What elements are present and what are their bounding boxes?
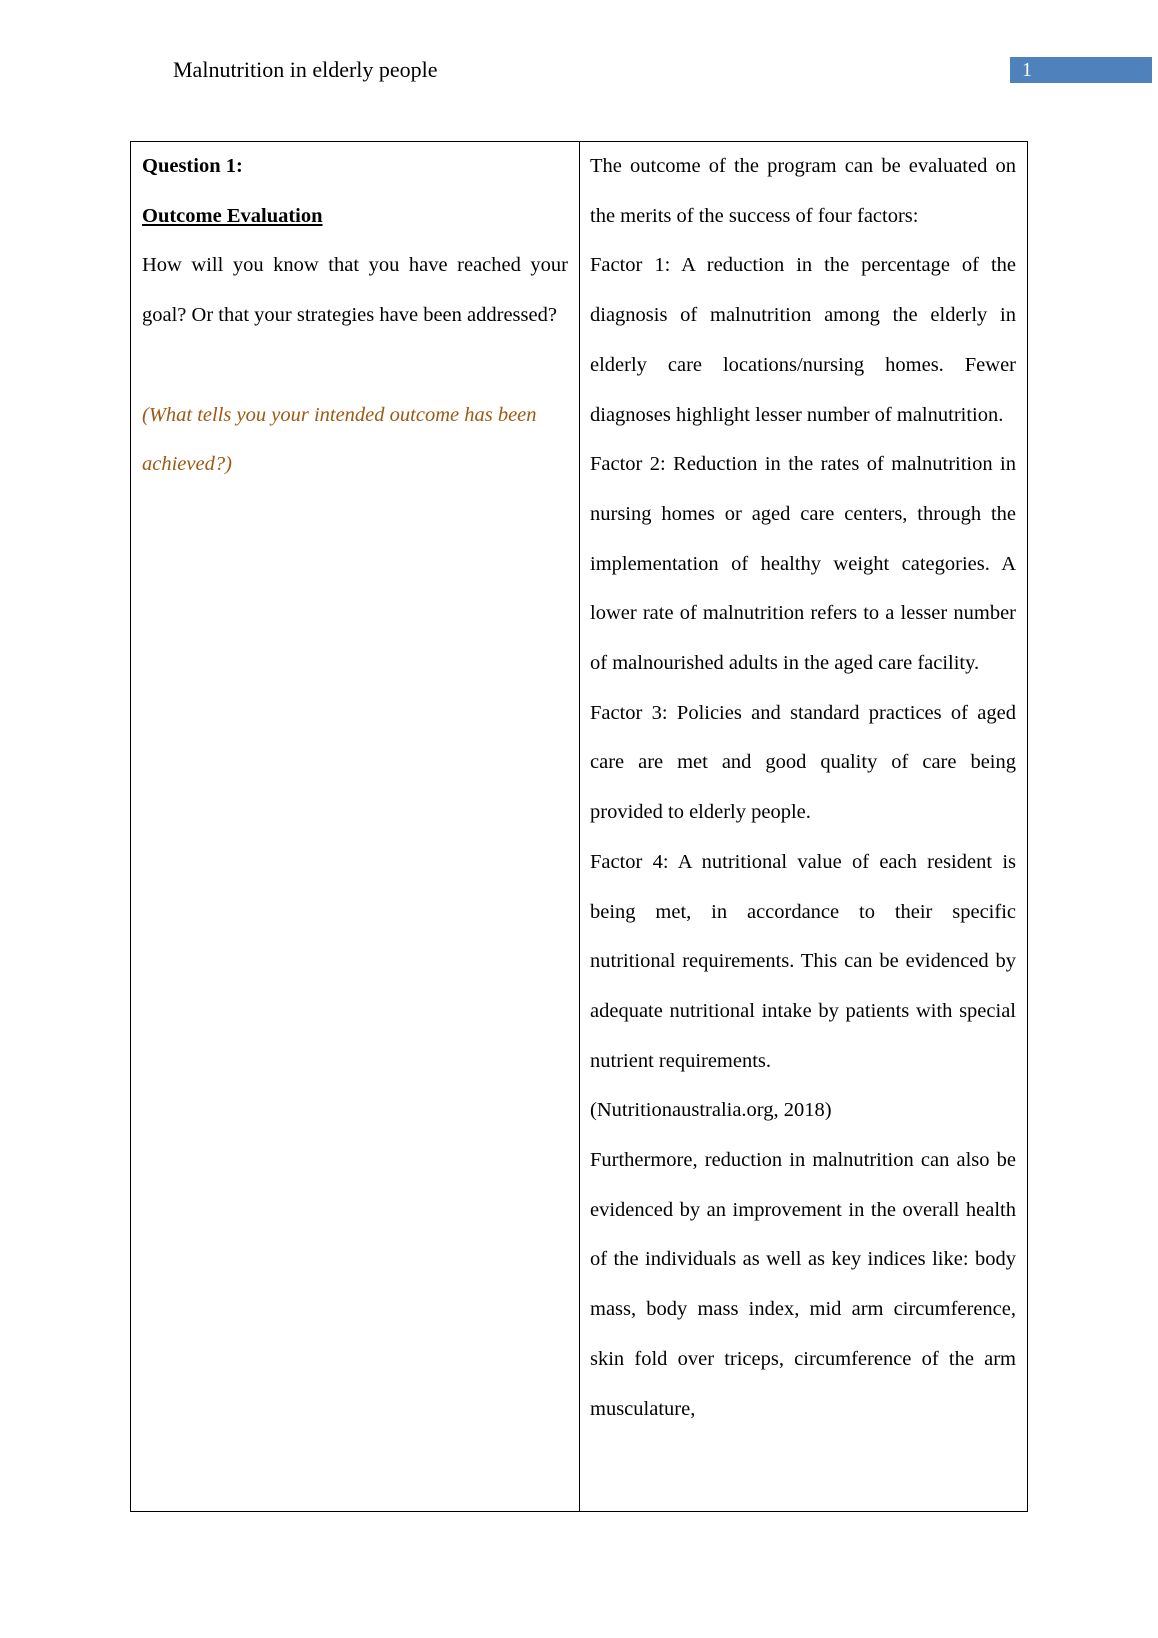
question-hint: (What tells you your intended outcome has been achieved?) bbox=[142, 403, 537, 476]
question-text: How will you know that you have reached your goal? Or that your strategies have been addressed? bbox=[142, 254, 568, 327]
question-cell bbox=[131, 142, 580, 1511]
section-heading: Outcome Evaluation bbox=[142, 204, 323, 227]
answer-cell bbox=[580, 142, 1027, 1511]
blank-line bbox=[142, 341, 568, 391]
running-header-title: Malnutrition in elderly people bbox=[173, 57, 438, 82]
question-table bbox=[130, 141, 1028, 1512]
factor-3: Factor 3: Policies and standard practices of aged care are met and good quality of care being provided to elderly people. bbox=[590, 701, 1016, 824]
question-label: Question 1: bbox=[142, 155, 243, 177]
citation: (Nutritionaustralia.org, 2018) bbox=[590, 1099, 832, 1122]
factor-1: Factor 1: A reduction in the percentage of the diagnosis of malnutrition among the elderly in elderly care locations/nursing homes. Fewer diagnoses highlight lesser number of malnutrition. bbox=[590, 254, 1016, 426]
factor-2: Factor 2: Reduction in the rates of malnutrition in nursing homes or aged care centers, through the implementation of healthy weight categories. A lower rate of malnutrition refers to a lesser number of malnourished adults in the aged care facility. bbox=[590, 453, 1016, 675]
factor-4: Factor 4: A nutritional value of each resident is being met, in accordance to their specific nutritional requirements. This can be evidenced by adequate nutritional intake by patients with special nutrient requirements. bbox=[590, 850, 1016, 1072]
page-number: 1 bbox=[1010, 57, 1152, 83]
answer-intro: The outcome of the program can be evaluated on the merits of the success of four factors: bbox=[590, 155, 1016, 227]
furthermore-paragraph: Furthermore, reduction in malnutrition can also be evidenced by an improvement in the overall health of the individuals as well as key indices like: body mass, body mass index, mid arm circumference, skin fold over triceps, circumference of the arm musculature, bbox=[590, 1149, 1016, 1420]
